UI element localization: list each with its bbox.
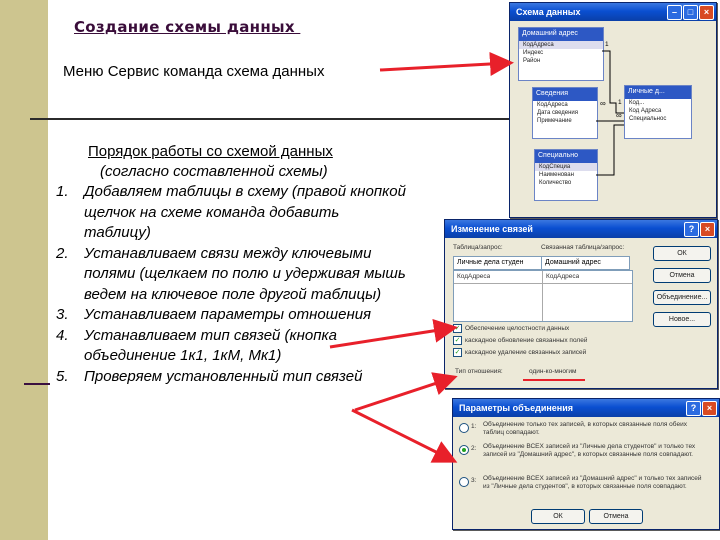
table-personal[interactable]: Личные д... Код... Код Адреса Специальнос xyxy=(624,85,692,139)
field-right[interactable]: КодАдреса xyxy=(546,273,580,280)
join-option-text: Объединение ВСЕХ записей из "Домашний адрес" и только тех записей из "Личные дела студентов", в которых связанные поля совпадают. xyxy=(483,475,702,490)
join-option-text: Объединение только тех записей, в которых связанные поля обеих таблиц совпадают. xyxy=(483,421,687,436)
cancel-button[interactable]: Отмена xyxy=(653,268,711,283)
arrow-to-schema xyxy=(380,63,508,70)
join-option-num: 2: xyxy=(471,445,477,452)
close-icon[interactable]: × xyxy=(699,5,714,20)
related-table-select[interactable]: Домашний адрес xyxy=(541,256,630,270)
relation-type-value: один-ко-многим xyxy=(529,368,577,375)
step-item: 5. Проверяем установленный тип связей xyxy=(56,367,363,385)
check-cascade-delete[interactable]: ✓ каскадное удаление связанных записей xyxy=(454,349,587,357)
relation-mark: ∞ xyxy=(616,111,622,120)
help-icon[interactable]: ? xyxy=(686,401,701,416)
relation-type-label: Тип отношения: xyxy=(455,368,503,375)
arrow-to-join-type xyxy=(355,378,452,410)
join-option-text: Объединение ВСЕХ записей из "Личные дела студентов" и только тех записей из "Домашний адрес", в которых связанные поля совпадают. xyxy=(483,443,696,458)
table-select[interactable]: Личные дела студен xyxy=(453,256,542,270)
check-integrity[interactable]: ✓ Обеспечение целостности данных xyxy=(454,325,570,333)
maximize-icon[interactable]: □ xyxy=(683,5,698,20)
step-item: 4. Устанавливаем тип связей (кнопка объединение 1к1, 1кМ, Мк1) xyxy=(56,326,337,364)
join-option-num: 3: xyxy=(471,477,477,484)
table-label: Таблица/запрос: xyxy=(453,244,503,251)
field-left[interactable]: КодАдреса xyxy=(457,273,491,280)
schema-titlebar: Схема данных – □ × xyxy=(510,3,716,21)
table-info[interactable]: Сведения КодАдреса Дата сведения Примечание xyxy=(532,87,598,139)
new-button[interactable]: Новое... xyxy=(653,312,711,327)
minimize-icon[interactable]: – xyxy=(667,5,682,20)
step-item: 3. Устанавливаем параметры отношения xyxy=(56,306,372,323)
menu-instruction: Меню Сервис команда схема данных xyxy=(63,63,325,80)
join-type-button[interactable]: Объединение... xyxy=(653,290,711,305)
order-title: Порядок работы со схемой данных xyxy=(88,143,333,160)
close-icon[interactable]: × xyxy=(702,401,717,416)
check-cascade-update[interactable]: ✓ каскадное обновление связанных полей xyxy=(454,337,588,345)
relation-mark: 1 xyxy=(618,99,622,106)
arrow-to-join-dialog xyxy=(352,410,452,460)
step-item: 2. Устанавливаем связи между ключевыми полями (щелкаем по полю и удерживая мышь ведем на ключевое поле другой таблицы) xyxy=(56,244,406,303)
ok-button[interactable]: ОК xyxy=(653,246,711,261)
relation-mark: ∞ xyxy=(600,99,606,108)
join-ok-button[interactable]: ОК xyxy=(531,509,585,524)
order-subtitle: (согласно составленной схемы) xyxy=(100,163,328,180)
help-icon[interactable]: ? xyxy=(684,222,699,237)
slide-title: Создание схемы данных xyxy=(74,18,301,36)
table-specialty[interactable]: Специально КодСпециа Наименован Количество xyxy=(534,149,598,201)
related-table-label: Связанная таблица/запрос: xyxy=(541,244,625,251)
join-titlebar: Параметры объединения ? × xyxy=(453,399,719,417)
relations-titlebar: Изменение связей ? × xyxy=(445,220,717,238)
step-item: 1. Добавляем таблицы в схему (правой кнопкой щелчок на схеме команда добавить таблицу) xyxy=(56,183,406,241)
arrow-to-params xyxy=(330,328,452,347)
close-icon[interactable]: × xyxy=(700,222,715,237)
relation-mark: 1 xyxy=(605,41,609,48)
join-option-num: 1: xyxy=(471,423,477,430)
join-cancel-button[interactable]: Отмена xyxy=(589,509,643,524)
table-home-address[interactable]: Домашний адрес КодАдреса Индекс Район xyxy=(518,27,604,81)
